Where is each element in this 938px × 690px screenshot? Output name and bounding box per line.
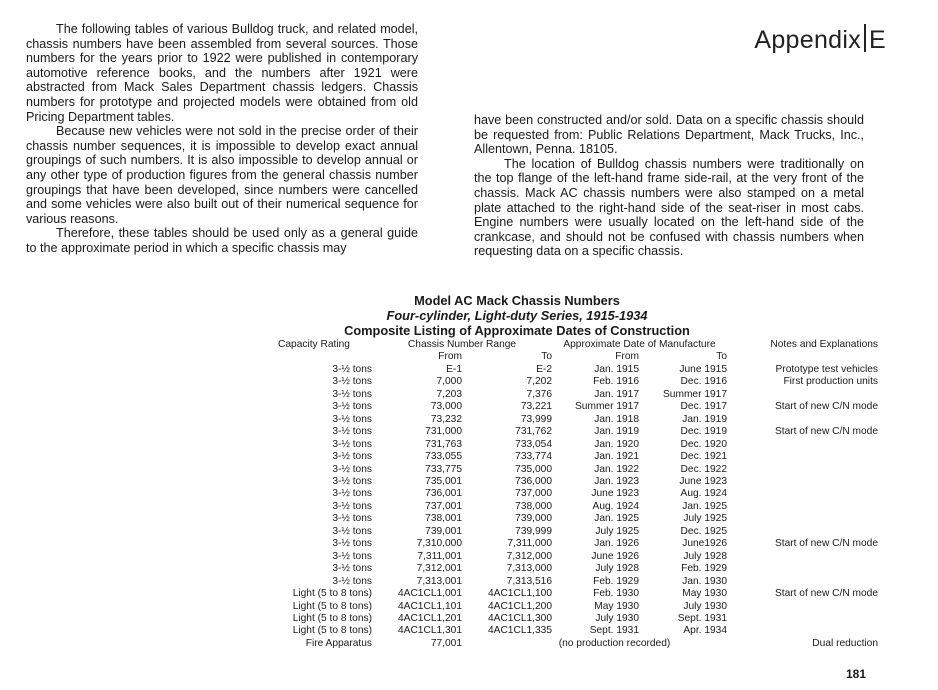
cell-date-from: Jan. 1925 [594,513,639,525]
cell-capacity: 3-½ tons [332,575,372,587]
cell-notes [727,576,878,588]
table-row [262,401,878,413]
cell-date-to: July 1925 [683,513,727,525]
table-row [262,601,878,613]
header-chassis-from: From [438,351,462,363]
table-row [262,638,878,650]
cell-chassis-to: 7,313,000 [506,563,552,575]
cell-date-to: Jan. 1925 [682,500,727,512]
cell-date-to: June1926 [682,538,727,550]
cell-date-from: Jan. 1923 [594,475,639,487]
cell-chassis-from: 737,001 [425,500,462,512]
cell-notes [727,414,878,426]
cell-capacity: 3-½ tons [332,451,372,463]
cell-chassis-to: 739,000 [515,513,552,525]
cell-date-note: (no production recorded) [558,637,671,649]
cell-capacity: Light (5 to 8 tons) [292,600,372,612]
cell-notes: First production units [783,376,878,388]
cell-date-to: Summer 1917 [663,388,727,400]
table-body [262,364,878,638]
cell-date-to: Aug. 1924 [680,488,727,500]
cell-capacity: Light (5 to 8 tons) [292,625,372,637]
header-date-from: From [615,351,639,363]
cell-chassis-to: 736,000 [515,475,552,487]
cell-chassis-from: 7,313,001 [416,575,462,587]
cell-chassis-from: 73,232 [430,413,462,425]
table-row [262,588,878,600]
table-row [262,376,878,388]
header-capacity: Capacity Rating [278,339,350,350]
table-row [262,563,878,575]
right-text-column [474,113,864,259]
cell-notes [727,464,878,476]
table-row [262,576,878,588]
cell-date-to: Feb. 1929 [681,563,727,575]
cell-capacity: 3-½ tons [332,563,372,575]
appendix-word: Appendix [754,26,862,54]
cell-date-from: Summer 1917 [575,401,639,413]
cell-capacity: Light (5 to 8 tons) [292,612,372,624]
cell-chassis-to: 4AC1CL1,200 [487,600,552,612]
cell-chassis-from: 7,310,000 [416,538,462,550]
cell-date-from: June 1923 [591,488,639,500]
cell-notes [727,451,878,463]
cell-chassis-from: 735,001 [425,475,462,487]
cell-date-from: Jan. 1915 [594,363,639,375]
cell-date-from: Feb. 1929 [593,575,639,587]
header-date-to: To [716,351,727,363]
cell-chassis-to: 7,313,516 [506,575,552,587]
cell-chassis-to: 4AC1CL1,300 [487,612,552,624]
cell-date-from: Jan. 1921 [594,451,639,463]
cell-notes [727,476,878,488]
table-row [262,451,878,463]
cell-chassis-to: 733,774 [515,451,552,463]
cell-date-to: Apr. 1934 [683,625,727,637]
cell-chassis-to: 735,000 [515,463,552,475]
cell-chassis-to: 4AC1CL1,335 [487,625,552,637]
cell-notes [727,513,878,525]
table-row [262,364,878,376]
table-row [262,526,878,538]
cell-notes: Prototype test vehicles [775,363,878,375]
cell-date-to: Dec. 1921 [680,451,727,463]
cell-chassis-to: 737,000 [515,488,552,500]
cell-notes [727,613,878,625]
table-row [262,613,878,625]
left-text-column [26,22,418,256]
table-row [262,464,878,476]
table-row [262,551,878,563]
cell-chassis-from: 738,001 [425,513,462,525]
cell-date-to: July 1930 [683,600,727,612]
cell-date-to: Sept. 1931 [677,612,727,624]
cell-date-to: Dec. 1925 [680,525,727,537]
table-row [262,476,878,488]
cell-date-from: June 1926 [591,550,639,562]
table-row [262,513,878,525]
cell-capacity: 3-½ tons [332,475,372,487]
cell-chassis-from: 4AC1CL1,201 [397,612,462,624]
appendix-letter: E [869,26,886,54]
cell-date-to: Jan. 1919 [682,413,727,425]
cell-chassis-to: 7,202 [526,376,552,388]
table-title: Model AC Mack Chassis Numbers [414,293,620,308]
table-subtitle: Four-cylinder, Light-duty Series, 1915-1934 [386,308,648,323]
chassis-numbers-table [262,339,878,650]
table-row [262,501,878,513]
cell-date-from: Jan. 1926 [594,538,639,550]
page-number: 181 [845,667,866,681]
cell-date-to: Dec. 1922 [680,463,727,475]
cell-notes [727,601,878,613]
table-subheader-row [262,351,878,363]
cell-notes [727,439,878,451]
paragraph: The location of Bulldog chassis numbers were traditionally on the top flange of the left-hand frame side-rail, at the very front of the chassis. Mack AC chassis numbers were also stamped on a metal plate attached to the right-hand side of the seat-riser in most cabs. Engine numbers were usually located on the left-hand side of the crankcase, and should not be confused with chassis numbers when requesting data on a specific chassis. [474,156,864,259]
cell-notes: Start of new C/N mode [774,538,878,550]
cell-date-to: July 1928 [683,550,727,562]
cell-chassis-from: 7,312,001 [416,563,462,575]
cell-chassis-to: 739,999 [515,525,552,537]
cell-capacity: 3-½ tons [332,538,372,550]
table-row [262,488,878,500]
table-header-row [262,339,878,351]
cell-date-from: Aug. 1924 [592,500,639,512]
cell-chassis-from: 4AC1CL1,101 [397,600,462,612]
cell-chassis-from: 4AC1CL1,301 [397,625,462,637]
cell-date-to: Dec. 1919 [680,426,727,438]
table-subtitle-composite: Composite Listing of Approximate Dates of Construction [344,323,690,338]
cell-chassis-to: 738,000 [515,500,552,512]
cell-chassis-from: 733,775 [425,463,462,475]
cell-capacity: 3-½ tons [332,426,372,438]
cell-chassis-to: 7,312,000 [506,550,552,562]
cell-chassis-from: 7,203 [436,388,462,400]
cell-capacity: 3-½ tons [332,363,372,375]
table-row [262,625,878,637]
cell-capacity: 3-½ tons [332,376,372,388]
cell-notes [727,563,878,575]
cell-date-to: May 1930 [682,588,727,600]
cell-notes [727,625,878,637]
cell-chassis-to: 7,376 [526,388,552,400]
cell-date-to: Jan. 1930 [682,575,727,587]
cell-capacity: 3-½ tons [332,525,372,537]
cell-notes: Start of new C/N mode [774,426,878,438]
cell-date-to: June 1923 [679,475,727,487]
cell-notes [727,389,878,401]
cell-date-to: Dec. 1920 [680,438,727,450]
header-date-range: Approximate Date of Manufacture [563,339,716,350]
table-row [262,439,878,451]
cell-capacity: 3-½ tons [332,488,372,500]
cell-chassis-from: 739,001 [425,525,462,537]
cell-notes [727,526,878,538]
table-row [262,414,878,426]
table-row [262,389,878,401]
cell-date-from: Jan. 1920 [594,438,639,450]
appendix-heading [754,24,886,55]
cell-chassis-to: 733,054 [515,438,552,450]
cell-chassis-from: 733,055 [425,451,462,463]
table-row [262,426,878,438]
table-row [262,538,878,550]
cell-date-to: June 1915 [679,363,727,375]
paragraph: have been constructed and/or sold. Data on a specific chassis should be requested from: Public Relations Department, Mack Trucks, Inc., Allentown, Penna. 18105. [474,113,864,157]
cell-capacity: 3-½ tons [332,413,372,425]
cell-chassis-from: E-1 [446,363,462,375]
cell-date-from: Feb. 1916 [593,376,639,388]
cell-date-to: Dec. 1916 [680,376,727,388]
cell-notes: Start of new C/N mode [774,588,878,600]
cell-notes: Dual reduction [812,637,878,649]
cell-chassis-from: 73,000 [430,401,462,413]
cell-notes [727,551,878,563]
cell-chassis-from: 77,001 [430,637,462,649]
cell-date-from: Jan. 1919 [594,426,639,438]
header-notes: Notes and Explanations [770,339,878,350]
cell-chassis-from: 7,311,001 [417,550,462,562]
cell-chassis-from: 7,000 [436,376,462,388]
cell-chassis-to: 4AC1CL1,100 [487,588,552,600]
header-chassis-to: To [541,351,552,363]
cell-date-from: Jan. 1922 [594,463,639,475]
cell-capacity: 3-½ tons [332,550,372,562]
cell-notes [727,488,878,500]
paragraph: Because new vehicles were not sold in the precise order of their chassis number sequences, it is impossible to develop exact annual groupings of such numbers. It is also impossible to develop annual or any other type of production figures from the general chassis number groupings that have been developed, since numbers were cancelled and some vehicles were also built out of their numerical sequence for various reasons. [26,124,418,226]
cell-capacity: 3-½ tons [332,463,372,475]
cell-chassis-from: 731,000 [425,426,462,438]
cell-chassis-to: E-2 [536,363,552,375]
cell-date-from: July 1928 [595,563,639,575]
heading-divider [864,24,866,52]
header-chassis-range: Chassis Number Range [407,339,517,350]
cell-capacity: 3-½ tons [332,388,372,400]
cell-date-to: Dec. 1917 [680,401,727,413]
cell-date-from: Jan. 1917 [594,388,639,400]
cell-capacity: 3-½ tons [332,500,372,512]
cell-date-from: July 1930 [595,612,639,624]
cell-chassis-to: 73,999 [520,413,552,425]
paragraph: The following tables of various Bulldog truck, and related model, chassis numbers have been assembled from several sources. Those numbers for the years prior to 1922 were published in contemporary automotive reference books, and the numbers after 1921 were abstracted from Mack Sales Department chassis ledgers. Chassis numbers for prototype and projected models were obtained from old Pricing Department tables. [26,22,418,124]
cell-capacity: Fire Apparatus [305,637,372,649]
cell-date-from: July 1925 [595,525,639,537]
cell-notes: Start of new C/N mode [774,401,878,413]
paragraph: Therefore, these tables should be used only as a general guide to the approximate period in which a specific chassis may [26,226,418,255]
cell-date-from: Feb. 1930 [593,588,639,600]
cell-capacity: 3-½ tons [332,438,372,450]
cell-date-from: Jan. 1918 [594,413,639,425]
cell-notes [727,501,878,513]
cell-capacity: 3-½ tons [332,401,372,413]
cell-chassis-from: 736,001 [425,488,462,500]
cell-date-from: Sept. 1931 [589,625,639,637]
cell-capacity: 3-½ tons [332,513,372,525]
cell-chassis-from: 4AC1CL1,001 [397,588,462,600]
cell-capacity: Light (5 to 8 tons) [292,588,372,600]
cell-date-from: May 1930 [594,600,639,612]
cell-chassis-from: 731,763 [425,438,462,450]
cell-chassis-to: 7,311,000 [507,538,552,550]
cell-chassis-to: 73,221 [520,401,552,413]
cell-chassis-to: 731,762 [515,426,552,438]
